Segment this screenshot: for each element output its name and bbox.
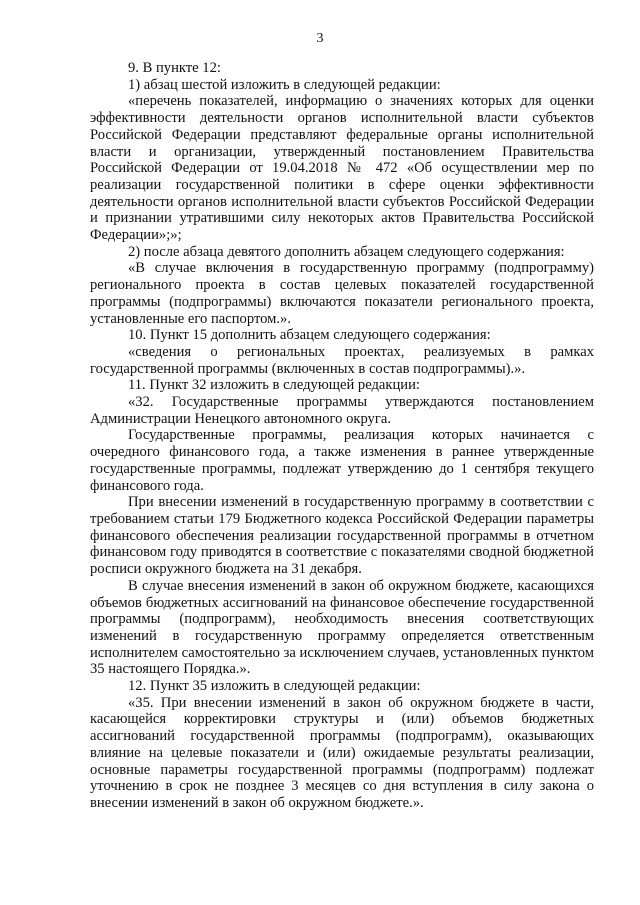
paragraph-subitem-1: 1) абзац шестой изложить в следующей редакции: <box>128 76 441 93</box>
paragraph-quote-32: «32. Государственные программы утверждаются постановлением Администрации Ненецкого автономного округа. <box>90 394 594 427</box>
paragraph-quote-regional-projects-info: «сведения о региональных проектах, реализуемых в рамках государственной программы (включенных в состав подпрограммы).». <box>90 343 594 377</box>
paragraph-approval-deadline: Государственные программы, реализация которых начинается с очередного финансового года, а также изменения в раннее утвержденные государственные программы, подлежат утверждению до 1 сентября текущего финансового года. <box>90 427 594 494</box>
paragraph-quote-list-of-indicators: «перечень показателей, информацию о значениях которых для оценки эффективности деятельности органов исполнительной власти субъектов Российской Федерации представляют федеральные органы исполнительной власти и организации, утвержденный постановлением Правительства Российской Федерации от 19.04.2018 № 472 «Об осуществлении мер по реализации государственной политики в сфере оценки эффективности деятельности органов исполнительной власти субъектов Российской Федерации и признании утратившими силу некоторых актов Правительства Российской Федерации»;»; <box>90 93 594 244</box>
paragraph-quote-regional-project: «В случае включения в государственную программу (подпрограмму) регионального проекта в состав целевых показателей государственной программы (подпрограммы) включаются показатели регионального проекта, установленные его паспортом.». <box>90 260 594 327</box>
paragraph-budget-code-179: При внесении изменений в государственную программу в соответствии с требованием статьи 179 Бюджетного кодекса Российской Федерации параметры финансового обеспечения реализации государственной программы в отчетном финансовом году приводятся в соответствие с показателями сводной бюджетной росписи окружного бюджета на 31 декабря. <box>90 494 594 578</box>
paragraph-item-10: 10. Пункт 15 дополнить абзацем следующего содержания: <box>128 327 491 344</box>
document-body <box>90 60 594 812</box>
paragraph-item-9: 9. В пункте 12: <box>128 60 221 76</box>
paragraph-subitem-2: 2) после абзаца девятого дополнить абзацем следующего содержания: <box>128 243 565 260</box>
page-number: 3 <box>316 31 324 46</box>
paragraph-quote-35: «35. При внесении изменений в закон об окружном бюджете в части, касающейся корректировки структуры и (или) объемов бюджетных ассигнований государственной программы (подпрограмм), оказывающих влияние на целевые показатели и (или) ожидаемые результаты реализации, основные параметры государственной программы (подпрограмм) подлежат уточнению в срок не позднее 3 месяцев со дня вступления в силу закона о внесении изменений в закон об окружном бюджете.». <box>90 694 594 811</box>
paragraph-item-12: 12. Пункт 35 изложить в следующей редакции: <box>128 678 421 695</box>
paragraph-budget-law-changes: В случае внесения изменений в закон об окружном бюджете, касающихся объемов бюджетных ассигнований на финансовое обеспечение государственной программы (подпрограмм), необходимость внесения соответствующих изменений в государственную программу определяется ответственным исполнителем самостоятельно за исключением случаев, установленных пунктом 35 настоящего Порядка.». <box>90 577 594 678</box>
paragraph-item-11: 11. Пункт 32 изложить в следующей редакции: <box>128 377 420 394</box>
